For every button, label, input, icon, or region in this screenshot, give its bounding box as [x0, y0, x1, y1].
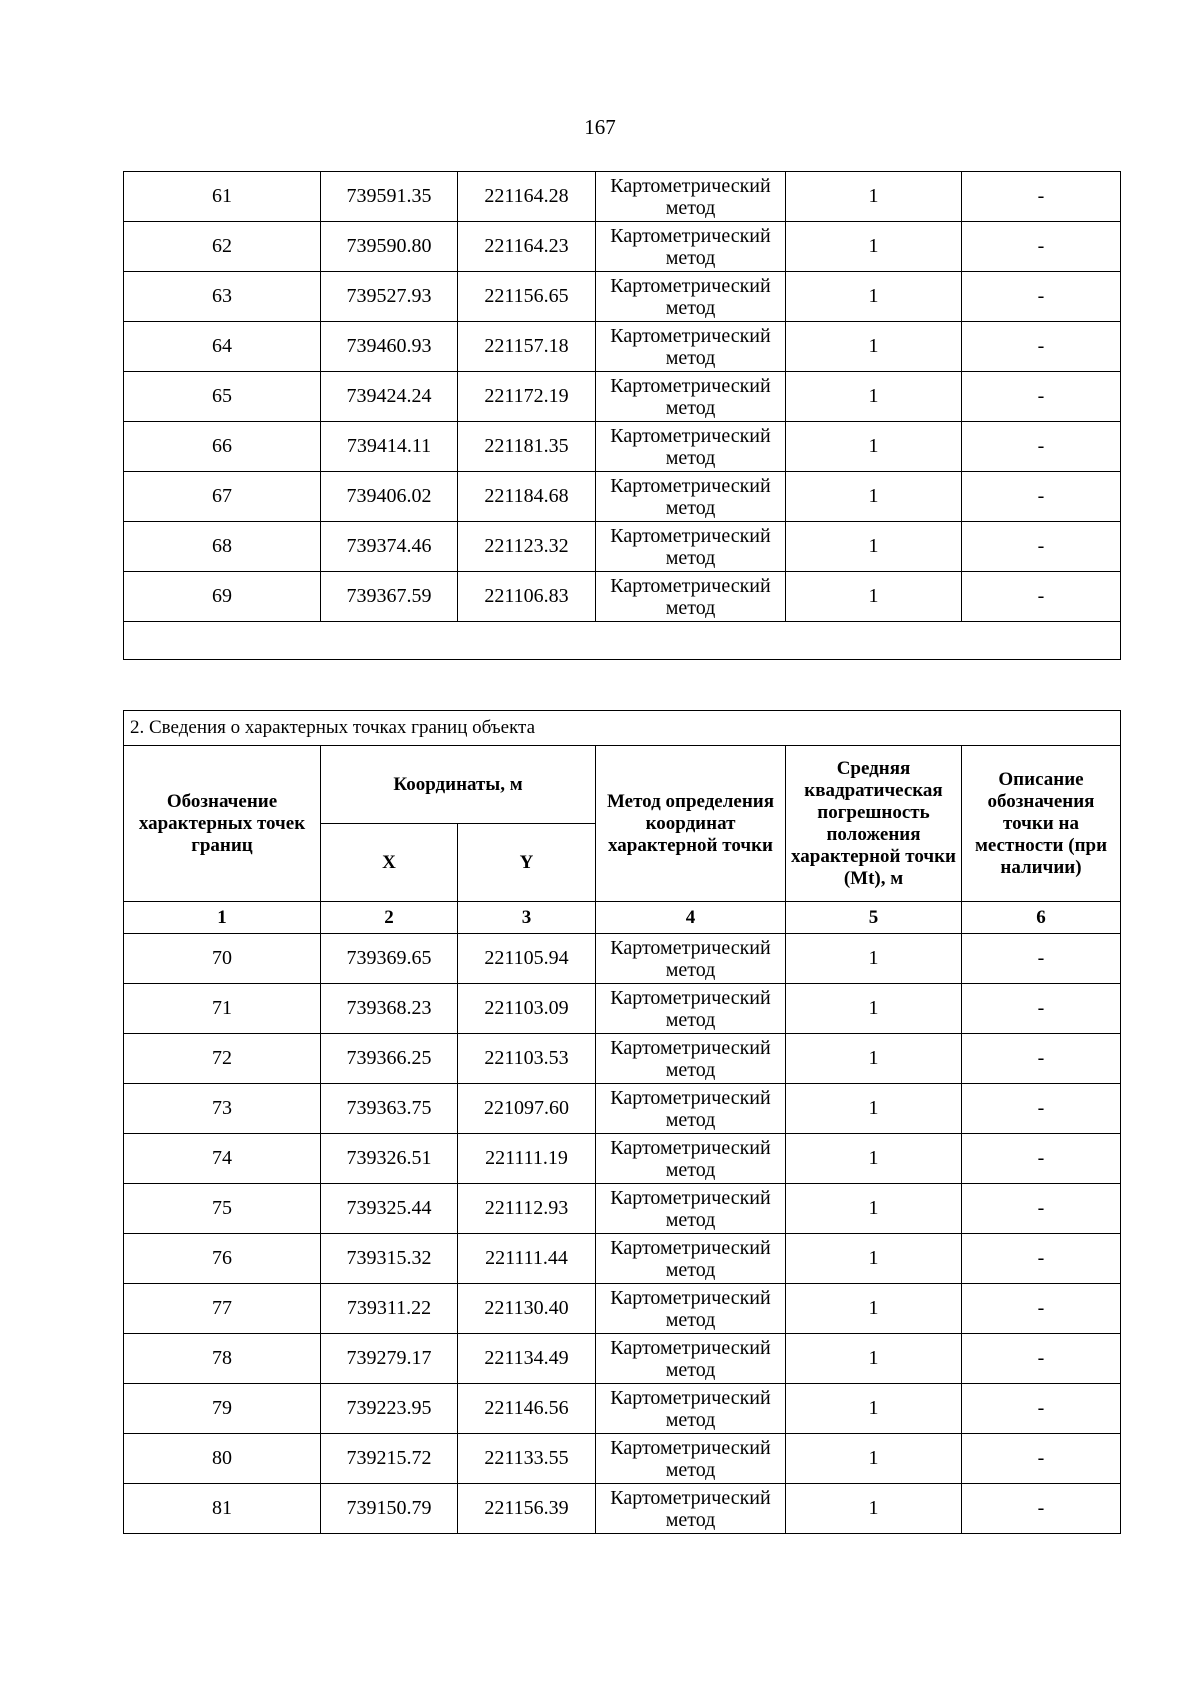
table-row [124, 522, 1121, 572]
cell-x: 739406.02 [321, 472, 458, 522]
boundary-points-table-continued [123, 171, 1121, 660]
table-row [124, 172, 1121, 222]
cell-mt: 1 [786, 572, 962, 622]
cell-description: - [962, 1234, 1121, 1284]
cell-method: Картометрический метод [596, 322, 786, 372]
cell-mt: 1 [786, 172, 962, 222]
table-row [124, 1134, 1121, 1184]
table-row [124, 422, 1121, 472]
cell-mt: 1 [786, 984, 962, 1034]
cell-description: - [962, 1434, 1121, 1484]
cell-description: - [962, 1184, 1121, 1234]
cell-description: - [962, 1034, 1121, 1084]
cell-y: 221156.39 [458, 1484, 596, 1534]
header-coordinates: Координаты, м [321, 746, 596, 824]
table-row [124, 1234, 1121, 1284]
cell-x: 739325.44 [321, 1184, 458, 1234]
cell-method: Картометрический метод [596, 472, 786, 522]
cell-point-number: 77 [124, 1284, 321, 1334]
cell-method: Картометрический метод [596, 984, 786, 1034]
cell-point-number: 61 [124, 172, 321, 222]
table-row [124, 1484, 1121, 1534]
table-row [124, 1284, 1121, 1334]
cell-method: Картометрический метод [596, 172, 786, 222]
cell-method: Картометрический метод [596, 272, 786, 322]
cell-y: 221097.60 [458, 1084, 596, 1134]
cell-point-number: 66 [124, 422, 321, 472]
page-number: 167 [584, 115, 616, 139]
table-row [124, 1384, 1121, 1434]
cell-mt: 1 [786, 934, 962, 984]
cell-point-number: 81 [124, 1484, 321, 1534]
cell-description: - [962, 422, 1121, 472]
cell-description: - [962, 1284, 1121, 1334]
cell-x: 739279.17 [321, 1334, 458, 1384]
cell-mt: 1 [786, 472, 962, 522]
cell-x: 739590.80 [321, 222, 458, 272]
cell-x: 739374.46 [321, 522, 458, 572]
cell-description: - [962, 1084, 1121, 1134]
cell-mt: 1 [786, 1084, 962, 1134]
cell-point-number: 65 [124, 372, 321, 422]
cell-x: 739414.11 [321, 422, 458, 472]
table-row [124, 322, 1121, 372]
table1-body [124, 172, 1121, 660]
table-row [124, 1334, 1121, 1384]
cell-point-number: 72 [124, 1034, 321, 1084]
cell-description: - [962, 984, 1121, 1034]
cell-method: Картометрический метод [596, 1434, 786, 1484]
cell-x: 739326.51 [321, 1134, 458, 1184]
cell-method: Картометрический метод [596, 1384, 786, 1434]
cell-mt: 1 [786, 322, 962, 372]
cell-mt: 1 [786, 522, 962, 572]
cell-method: Картометрический метод [596, 934, 786, 984]
cell-y: 221146.56 [458, 1384, 596, 1434]
cell-point-number: 69 [124, 572, 321, 622]
table-caption: 2. Сведения о характерных точках границ объекта [124, 711, 1121, 746]
cell-description: - [962, 472, 1121, 522]
empty-cell [124, 622, 1121, 660]
cell-mt: 1 [786, 1134, 962, 1184]
cell-y: 221103.09 [458, 984, 596, 1034]
cell-point-number: 67 [124, 472, 321, 522]
cell-y: 221164.28 [458, 172, 596, 222]
cell-y: 221103.53 [458, 1034, 596, 1084]
column-number-2: 2 [321, 902, 458, 934]
table-row [124, 934, 1121, 984]
header-designation: Обозначение характерных точек границ [124, 746, 321, 902]
cell-method: Картометрический метод [596, 1184, 786, 1234]
cell-description: - [962, 372, 1121, 422]
cell-method: Картометрический метод [596, 1034, 786, 1084]
cell-x: 739368.23 [321, 984, 458, 1034]
cell-y: 221134.49 [458, 1334, 596, 1384]
cell-x: 739311.22 [321, 1284, 458, 1334]
cell-y: 221157.18 [458, 322, 596, 372]
cell-mt: 1 [786, 1034, 962, 1084]
cell-x: 739315.32 [321, 1234, 458, 1284]
cell-point-number: 76 [124, 1234, 321, 1284]
cell-point-number: 75 [124, 1184, 321, 1234]
cell-description: - [962, 222, 1121, 272]
table-row [124, 1034, 1121, 1084]
table-row [124, 1084, 1121, 1134]
cell-mt: 1 [786, 1434, 962, 1484]
cell-description: - [962, 172, 1121, 222]
table2-body [124, 934, 1121, 1534]
cell-y: 221172.19 [458, 372, 596, 422]
cell-description: - [962, 522, 1121, 572]
table-row [124, 1184, 1121, 1234]
cell-description: - [962, 1484, 1121, 1534]
cell-point-number: 64 [124, 322, 321, 372]
cell-mt: 1 [786, 222, 962, 272]
cell-method: Картометрический метод [596, 1334, 786, 1384]
cell-point-number: 70 [124, 934, 321, 984]
cell-description: - [962, 1384, 1121, 1434]
empty-row [124, 622, 1121, 660]
cell-x: 739369.65 [321, 934, 458, 984]
cell-description: - [962, 572, 1121, 622]
cell-x: 739424.24 [321, 372, 458, 422]
cell-description: - [962, 272, 1121, 322]
cell-description: - [962, 1134, 1121, 1184]
cell-x: 739366.25 [321, 1034, 458, 1084]
table-row [124, 1434, 1121, 1484]
cell-y: 221133.55 [458, 1434, 596, 1484]
table-row [124, 984, 1121, 1034]
cell-y: 221181.35 [458, 422, 596, 472]
cell-point-number: 78 [124, 1334, 321, 1384]
cell-mt: 1 [786, 1284, 962, 1334]
header-method: Метод определения координат характерной точки [596, 746, 786, 902]
boundary-points-table [123, 710, 1121, 1534]
cell-method: Картометрический метод [596, 1484, 786, 1534]
cell-method: Картометрический метод [596, 1234, 786, 1284]
cell-y: 221105.94 [458, 934, 596, 984]
cell-method: Картометрический метод [596, 572, 786, 622]
table-row [124, 372, 1121, 422]
cell-description: - [962, 322, 1121, 372]
cell-y: 221106.83 [458, 572, 596, 622]
cell-method: Картометрический метод [596, 372, 786, 422]
cell-point-number: 63 [124, 272, 321, 322]
table-row [124, 222, 1121, 272]
cell-x: 739367.59 [321, 572, 458, 622]
cell-method: Картометрический метод [596, 522, 786, 572]
table-row [124, 572, 1121, 622]
header-x: X [321, 824, 458, 902]
cell-point-number: 71 [124, 984, 321, 1034]
cell-y: 221123.32 [458, 522, 596, 572]
cell-point-number: 79 [124, 1384, 321, 1434]
column-number-4: 4 [596, 902, 786, 934]
cell-x: 739591.35 [321, 172, 458, 222]
cell-y: 221111.19 [458, 1134, 596, 1184]
column-number-3: 3 [458, 902, 596, 934]
cell-description: - [962, 934, 1121, 984]
cell-mt: 1 [786, 1234, 962, 1284]
cell-point-number: 74 [124, 1134, 321, 1184]
cell-x: 739363.75 [321, 1084, 458, 1134]
cell-method: Картометрический метод [596, 1134, 786, 1184]
cell-x: 739223.95 [321, 1384, 458, 1434]
cell-point-number: 68 [124, 522, 321, 572]
cell-mt: 1 [786, 1384, 962, 1434]
cell-mt: 1 [786, 272, 962, 322]
cell-mt: 1 [786, 372, 962, 422]
cell-mt: 1 [786, 1484, 962, 1534]
cell-x: 739527.93 [321, 272, 458, 322]
cell-x: 739215.72 [321, 1434, 458, 1484]
cell-y: 221111.44 [458, 1234, 596, 1284]
cell-x: 739460.93 [321, 322, 458, 372]
header-y: Y [458, 824, 596, 902]
cell-method: Картометрический метод [596, 422, 786, 472]
column-number-1: 1 [124, 902, 321, 934]
cell-mt: 1 [786, 1184, 962, 1234]
table-row [124, 272, 1121, 322]
cell-method: Картометрический метод [596, 222, 786, 272]
cell-y: 221184.68 [458, 472, 596, 522]
cell-mt: 1 [786, 1334, 962, 1384]
cell-y: 221156.65 [458, 272, 596, 322]
cell-point-number: 62 [124, 222, 321, 272]
column-number-6: 6 [962, 902, 1121, 934]
cell-method: Картометрический метод [596, 1084, 786, 1134]
column-number-5: 5 [786, 902, 962, 934]
table-row [124, 472, 1121, 522]
cell-y: 221164.23 [458, 222, 596, 272]
cell-x: 739150.79 [321, 1484, 458, 1534]
header-mt: Средняя квадратическая погрешность положения характерной точки (Mt), м [786, 746, 962, 902]
cell-y: 221112.93 [458, 1184, 596, 1234]
cell-point-number: 73 [124, 1084, 321, 1134]
cell-point-number: 80 [124, 1434, 321, 1484]
header-description: Описание обозначения точки на местности (при наличии) [962, 746, 1121, 902]
cell-description: - [962, 1334, 1121, 1384]
cell-method: Картометрический метод [596, 1284, 786, 1334]
cell-mt: 1 [786, 422, 962, 472]
cell-y: 221130.40 [458, 1284, 596, 1334]
